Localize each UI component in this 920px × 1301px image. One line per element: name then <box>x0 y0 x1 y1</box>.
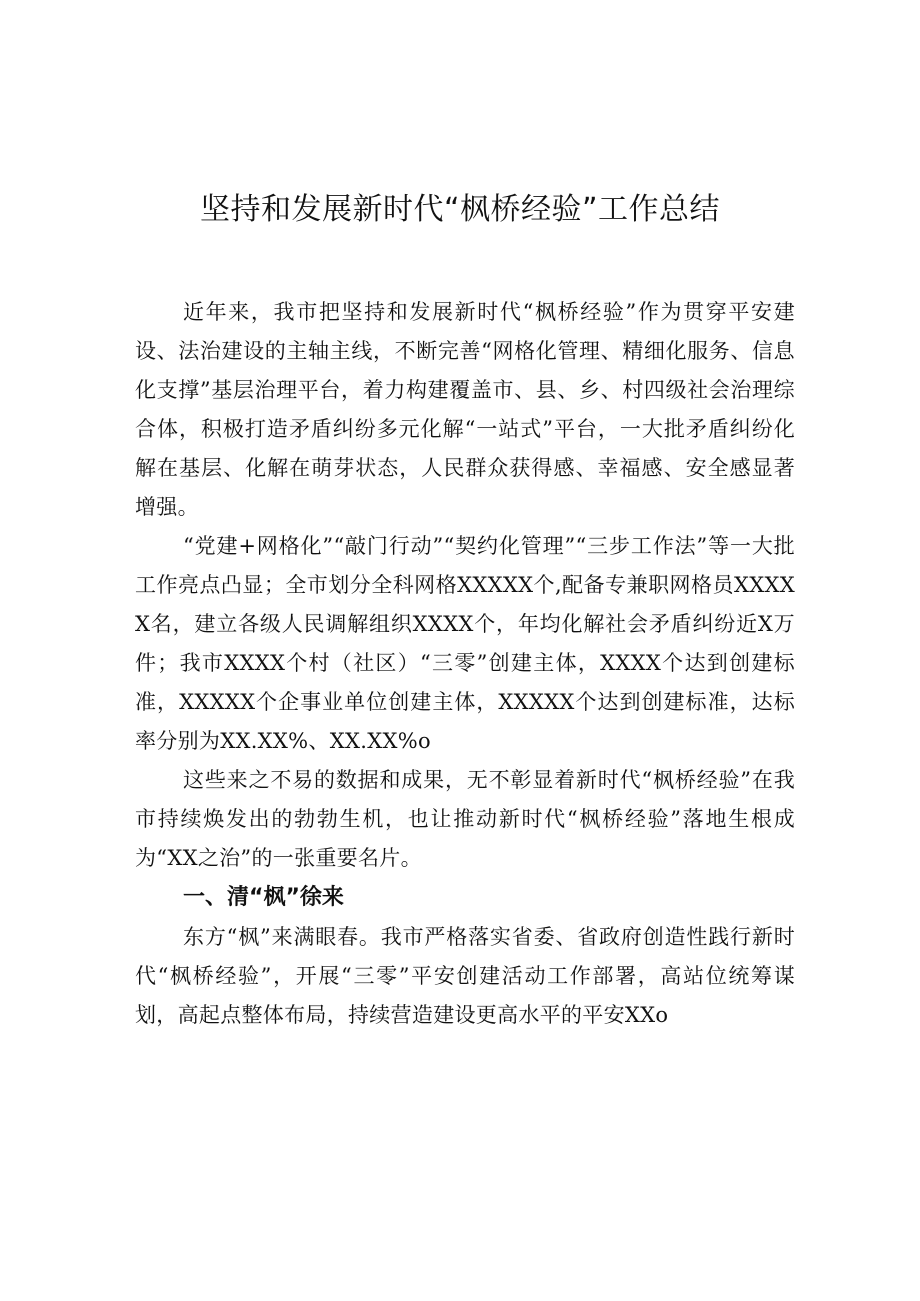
section-heading: 一、清“枫”徐来 <box>183 885 344 910</box>
paragraph-achievements: 这些来之不易的数据和成果，无不彰显着新时代“枫桥经验”在我市持续焕发出的勃勃生机，也让推动新时代“枫桥经验”落地生根成为“XX之治”的一张重要名片。 <box>135 768 795 870</box>
document-title: 坚持和发展新时代“枫桥经验”工作总结 <box>199 192 721 227</box>
paragraph-highlights: “党建+网格化”“敲门行动”“契约化管理”“三步工作法”等一大批工作亮点凸显；全市划分全科网格XXXXX个,配备专兼职网格员XXXXX名，建立各级人民调解组织XXXX个，年均化解社会矛盾纠纷近X万件；我市XXXX个村（社区）“三零”创建主体，XXXX个达到创建标准，XXXXX个企事业单位创建主体，XXXXX个达到创建标准，达标率分别为XX.XX%、XX.XX%o <box>135 534 795 753</box>
document-body <box>135 293 795 1035</box>
paragraph-intro: 近年来，我市把坚持和发展新时代“枫桥经验”作为贯穿平安建设、法治建设的主轴主线，不断完善“网格化管理、精细化服务、信息化支撑”基层治理平台，着力构建覆盖市、县、乡、村四级社会治理综合体，积极打造矛盾纠纷多元化解“一站式”平台，一大批矛盾纠纷化解在基层、化解在萌芽状态，人民群众获得感、幸福感、安全感显著增强。 <box>135 300 795 519</box>
paragraph-section-one: 东方“枫”来满眼春。我市严格落实省委、省政府创造性践行新时代“枫桥经验”，开展“三零”平安创建活动工作部署，高站位统筹谋划，高起点整体布局，持续营造建设更高水平的平安XXo <box>135 925 795 1027</box>
